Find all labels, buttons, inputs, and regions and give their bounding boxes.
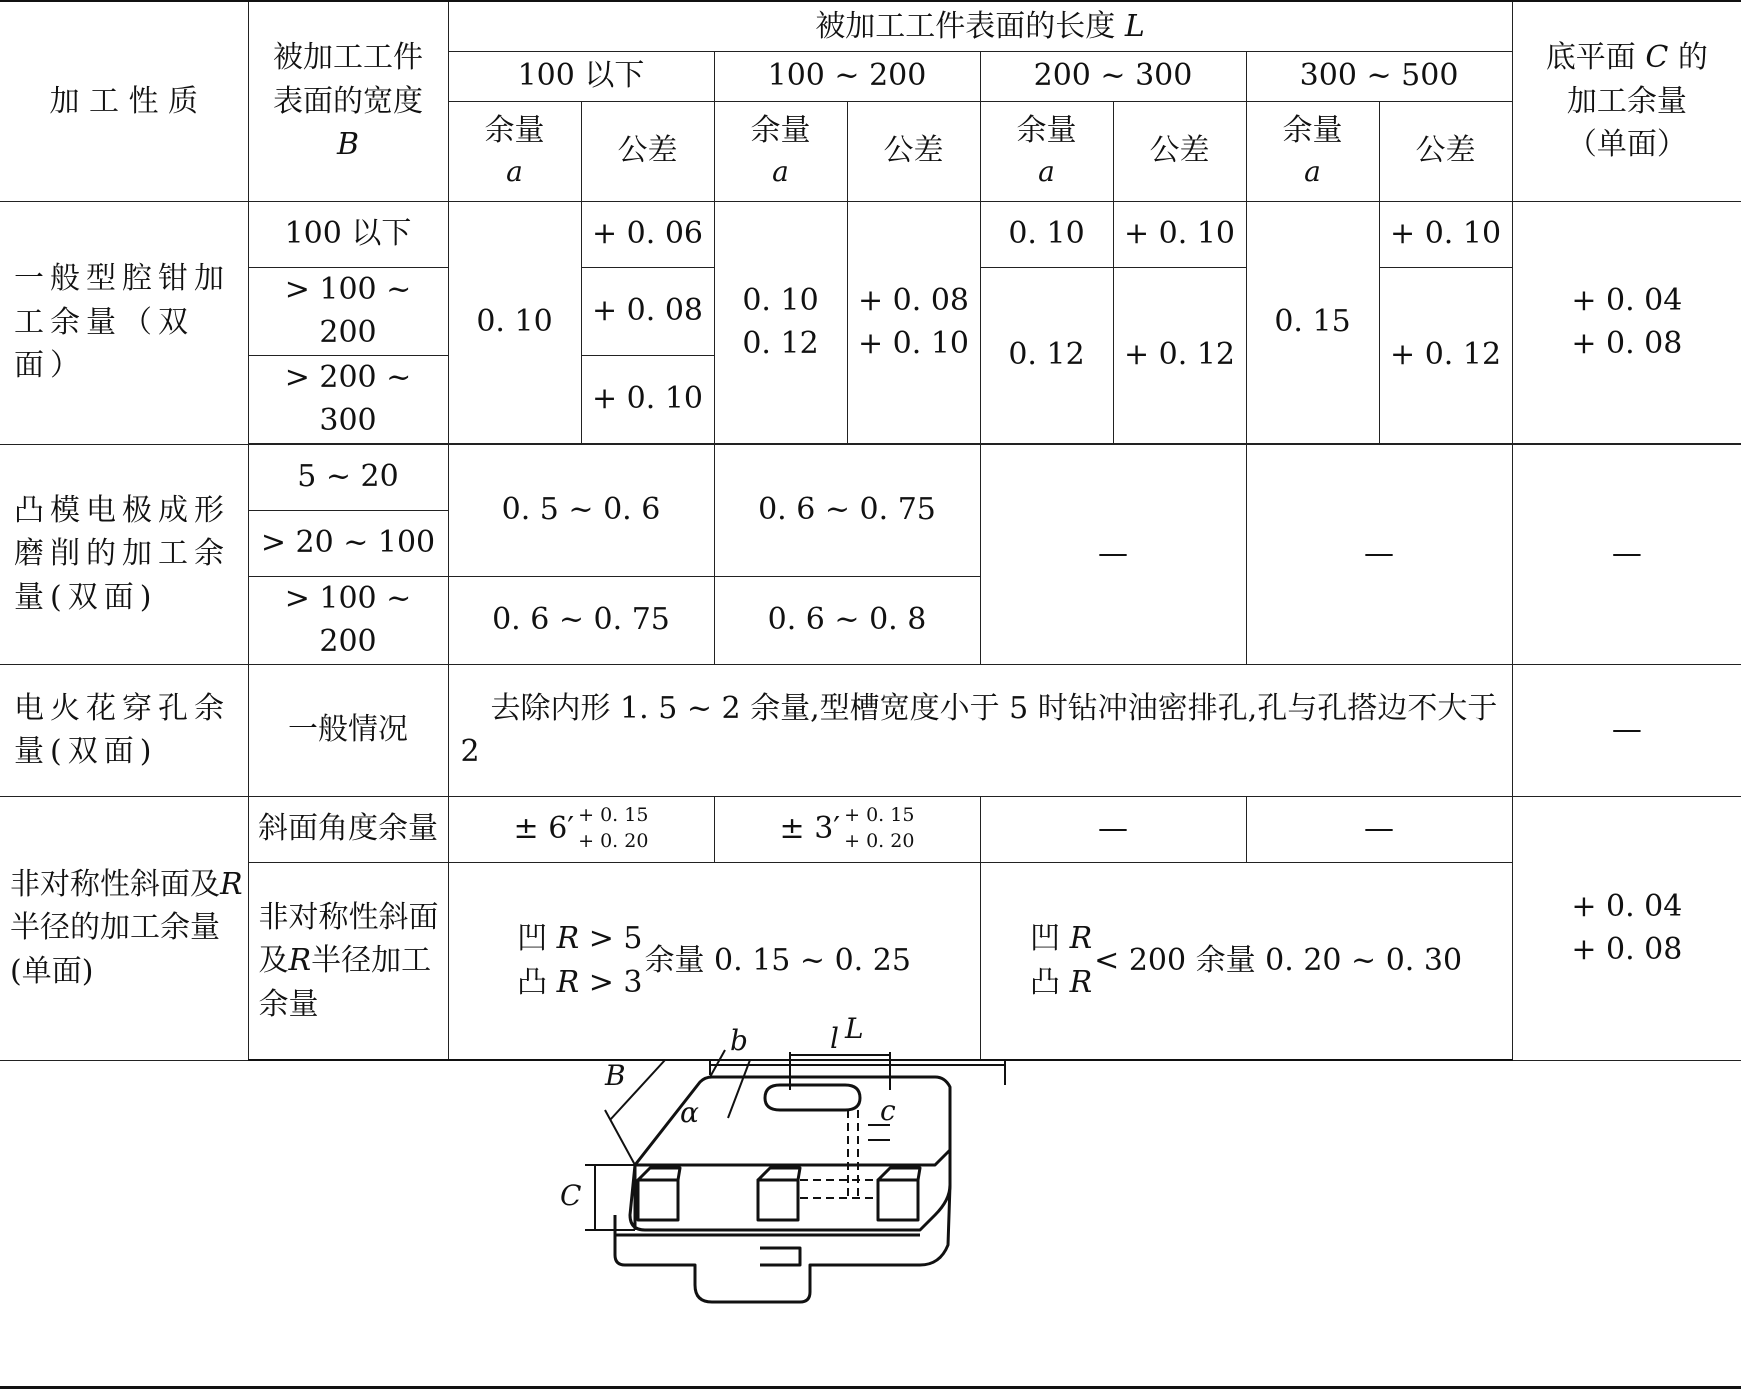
allowance-header: 余量 a	[448, 101, 581, 201]
sec1-r4-tol-bot: + 0. 12	[1379, 267, 1512, 443]
tolerance-header: 公差	[1379, 101, 1512, 201]
sec1-r3-allowance-top: 0. 10	[980, 201, 1113, 267]
slot-outline	[765, 1085, 860, 1110]
sec1-width: > 100 ~ 200	[248, 267, 448, 355]
label-B: B	[605, 1059, 626, 1092]
sec1-width: > 200 ~ 300	[248, 355, 448, 443]
base-outline	[615, 1185, 950, 1302]
sec4-angle1: ± 6′ + 0. 15 + 0. 20	[448, 796, 714, 862]
hidden-lines-v	[848, 1110, 858, 1200]
tolerance-header: 公差	[847, 101, 980, 201]
range-header: 100 以下	[448, 51, 714, 101]
sec1-width: 100 以下	[248, 201, 448, 267]
sec1-r2-allowance: 0. 10 0. 12	[714, 201, 847, 443]
sec1-r1-tol: + 0. 08	[581, 267, 714, 355]
sec4-radius-val1: 凹 R > 5 凸 R > 3 余量 0. 15 ~ 0. 25	[448, 862, 980, 1060]
sec2-dash: —	[1246, 444, 1512, 664]
boss-2-top	[758, 1168, 800, 1180]
label-c: c	[880, 1094, 896, 1127]
tolerance-header: 公差	[581, 101, 714, 201]
dim-l-big	[710, 1060, 1005, 1085]
label-b: b	[730, 1024, 748, 1057]
sec3-dash: —	[1512, 664, 1741, 796]
boss-3-top	[878, 1168, 920, 1180]
header-length-l: 被加工工件表面的长度 L	[448, 1, 1512, 51]
sec2-dash: —	[1512, 444, 1741, 664]
tolerance-header: 公差	[1113, 101, 1246, 201]
boss-1	[638, 1180, 678, 1220]
allowance-header: 余量 a	[714, 101, 847, 201]
sec1-label: 一般型腔钳加工余量（双面）	[0, 201, 248, 444]
sec4-dash: —	[980, 796, 1246, 862]
label-C: C	[560, 1179, 582, 1212]
sec3-label: 电火花穿孔余量(双面)	[0, 664, 248, 796]
sec2-v1: 0. 5 ~ 0. 6	[448, 444, 714, 576]
sec1-r3-allowance-bot: 0. 12	[980, 267, 1113, 443]
sec4-radius-width: 非对称性斜面及R半径加工余量	[248, 862, 448, 1060]
sec4-bottom: + 0. 04 + 0. 08	[1512, 796, 1741, 1060]
header-process-type: 加 工 性 质	[0, 1, 248, 201]
sec2-v3: 0. 6 ~ 0. 75	[448, 576, 714, 664]
sec1-r3-tol-top: + 0. 10	[1113, 201, 1246, 267]
sec2-label: 凸模电极成形磨削的加工余量(双面)	[0, 444, 248, 664]
range-header: 100 ~ 200	[714, 51, 980, 101]
sec2-width: > 100 ~ 200	[248, 576, 448, 664]
range-header: 200 ~ 300	[980, 51, 1246, 101]
workpiece-drawing	[560, 1012, 1140, 1340]
sec2-v2: 0. 6 ~ 0. 75	[714, 444, 980, 576]
sec1-r1-tol: + 0. 06	[581, 201, 714, 267]
sec1-r2-tol: + 0. 08 + 0. 10	[847, 201, 980, 443]
sec2-dash: —	[980, 444, 1246, 664]
sec3-text: 去除内形 1. 5 ~ 2 余量,型槽宽度小于 5 时钻冲油密排孔,孔与孔搭边不大于 2	[448, 664, 1512, 796]
sec2-v4: 0. 6 ~ 0. 8	[714, 576, 980, 664]
sec4-angle-width: 斜面角度余量	[248, 796, 448, 862]
dim-b-small	[710, 1050, 750, 1118]
label-l: l	[830, 1022, 839, 1055]
sec1-r3-tol-bot: + 0. 12	[1113, 267, 1246, 443]
sec4-dash: —	[1246, 796, 1512, 862]
allowance-header: 余量 a	[980, 101, 1113, 201]
allowance-header: 余量 a	[1246, 101, 1379, 201]
boss-1-top	[638, 1168, 680, 1180]
plate-edge	[635, 1150, 950, 1165]
sec4-angle2: ± 3′ + 0. 15 + 0. 20	[714, 796, 980, 862]
label-L: L	[845, 1012, 864, 1045]
sec1-r4-tol-top: + 0. 10	[1379, 201, 1512, 267]
sec4-radius-val2: 凹 R 凸 R < 200 余量 0. 20 ~ 0. 30	[980, 862, 1512, 1060]
base-notch	[760, 1248, 800, 1265]
sec2-width: 5 ~ 20	[248, 444, 448, 510]
dim-c-small	[868, 1125, 890, 1140]
sec2-width: > 20 ~ 100	[248, 510, 448, 576]
dim-c	[585, 1165, 635, 1230]
sec4-label: 非对称性斜面及R半径的加工余量(单面)	[0, 796, 248, 1060]
sec1-r4-allowance: 0. 15	[1246, 201, 1379, 443]
header-width-b: 被加工工件 表面的宽度 B	[248, 1, 448, 201]
boss-3	[878, 1180, 918, 1220]
range-header: 300 ~ 500	[1246, 51, 1512, 101]
hidden-lines	[800, 1180, 878, 1198]
bottom-rule	[0, 1386, 1741, 1389]
label-alpha: α	[680, 1096, 699, 1129]
header-bottom-allowance: 底平面 C 的 加工余量 （单面）	[1512, 1, 1741, 201]
sec1-bottom: + 0. 04 + 0. 08	[1512, 201, 1741, 443]
sec1-r1-allowance: 0. 10	[448, 201, 581, 443]
sec3-width: 一般情况	[248, 664, 448, 796]
sec1-r1-tol: + 0. 10	[581, 355, 714, 443]
boss-2	[758, 1180, 798, 1220]
